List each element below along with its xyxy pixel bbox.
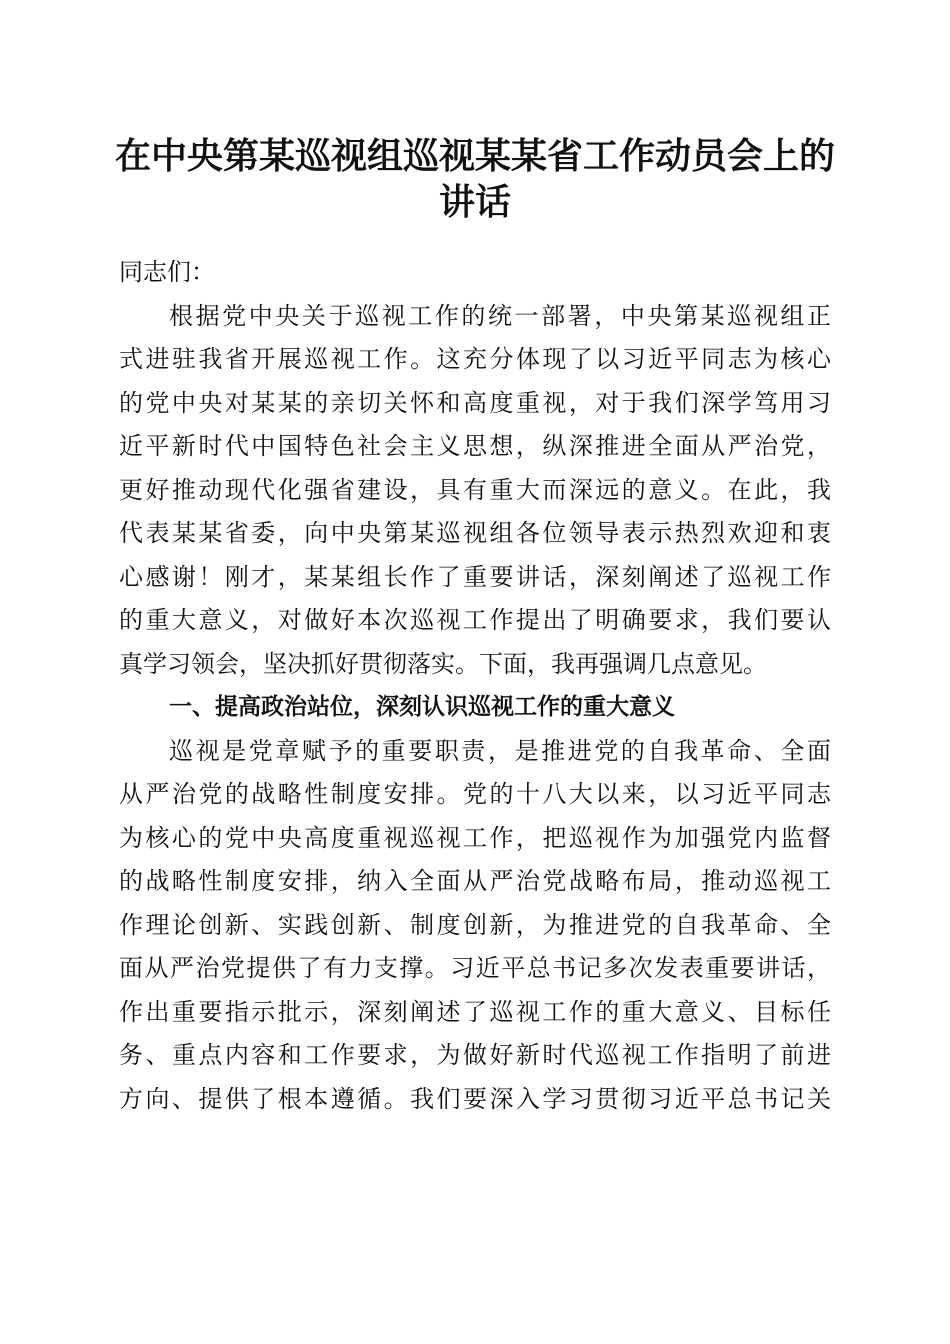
- text-line: 真学习领会，坚决抓好贯彻落实。下面，我再强调几点意见。: [119, 649, 767, 678]
- document-body: [119, 251, 831, 1121]
- text-line: 的战略性制度安排，纳入全面从严治党战略布局，推动巡视工: [119, 867, 831, 895]
- text-line: 面从严治党提供了有力支撑。习近平总书记多次发表重要讲话，: [119, 954, 831, 982]
- text-line: 的重大意义，对做好本次巡视工作提出了明确要求，我们要认: [119, 606, 831, 634]
- text-line: 为核心的党中央高度重视巡视工作，把巡视作为加强党内监督: [119, 823, 831, 852]
- paragraph-section1: [119, 730, 831, 1122]
- text-line: 心感谢！刚才，某某组长作了重要讲话，深刻阐述了巡视工作: [119, 562, 831, 591]
- text-line: 更好推动现代化强省建设，具有重大而深远的意义。在此，我: [119, 475, 831, 504]
- text-line: 从严治党的战略性制度安排。党的十八大以来，以习近平同志: [119, 780, 831, 808]
- text-line: 近平新时代中国特色社会主义思想，纵深推进全面从严治党，: [119, 432, 831, 460]
- text-line: 作理论创新、实践创新、制度创新，为推进党的自我革命、全: [119, 910, 831, 939]
- text-line: 代表某某省委，向中央第某巡视组各位领导表示热烈欢迎和衷: [119, 519, 831, 547]
- text-line: 方向、提供了根本遵循。我们要深入学习贯彻习近平总书记关: [119, 1084, 831, 1113]
- paragraph-intro: [119, 295, 831, 687]
- salutation: 同志们：: [119, 258, 215, 286]
- text-line: 作出重要指示批示，深刻阐述了巡视工作的重大意义、目标任: [119, 997, 831, 1026]
- text-line: 务、重点内容和工作要求，为做好新时代巡视工作指明了前进: [119, 1041, 831, 1069]
- text-line: 的党中央对某某的亲切关怀和高度重视，对于我们深学笃用习: [119, 388, 831, 417]
- document-title: [110, 133, 840, 225]
- text-line: 巡视是党章赋予的重要职责，是推进党的自我革命、全面: [169, 736, 831, 765]
- section-heading: 一、提高政治站位，深刻认识巡视工作的重大意义: [169, 694, 675, 720]
- text-line: 式进驻我省开展巡视工作。这充分体现了以习近平同志为核心: [119, 345, 831, 373]
- title-line: 讲话: [438, 181, 511, 223]
- title-line: 在中央第某巡视组巡视某某省工作动员会上的: [114, 135, 835, 177]
- text-line: 根据党中央关于巡视工作的统一部署，中央第某巡视组正: [169, 301, 831, 330]
